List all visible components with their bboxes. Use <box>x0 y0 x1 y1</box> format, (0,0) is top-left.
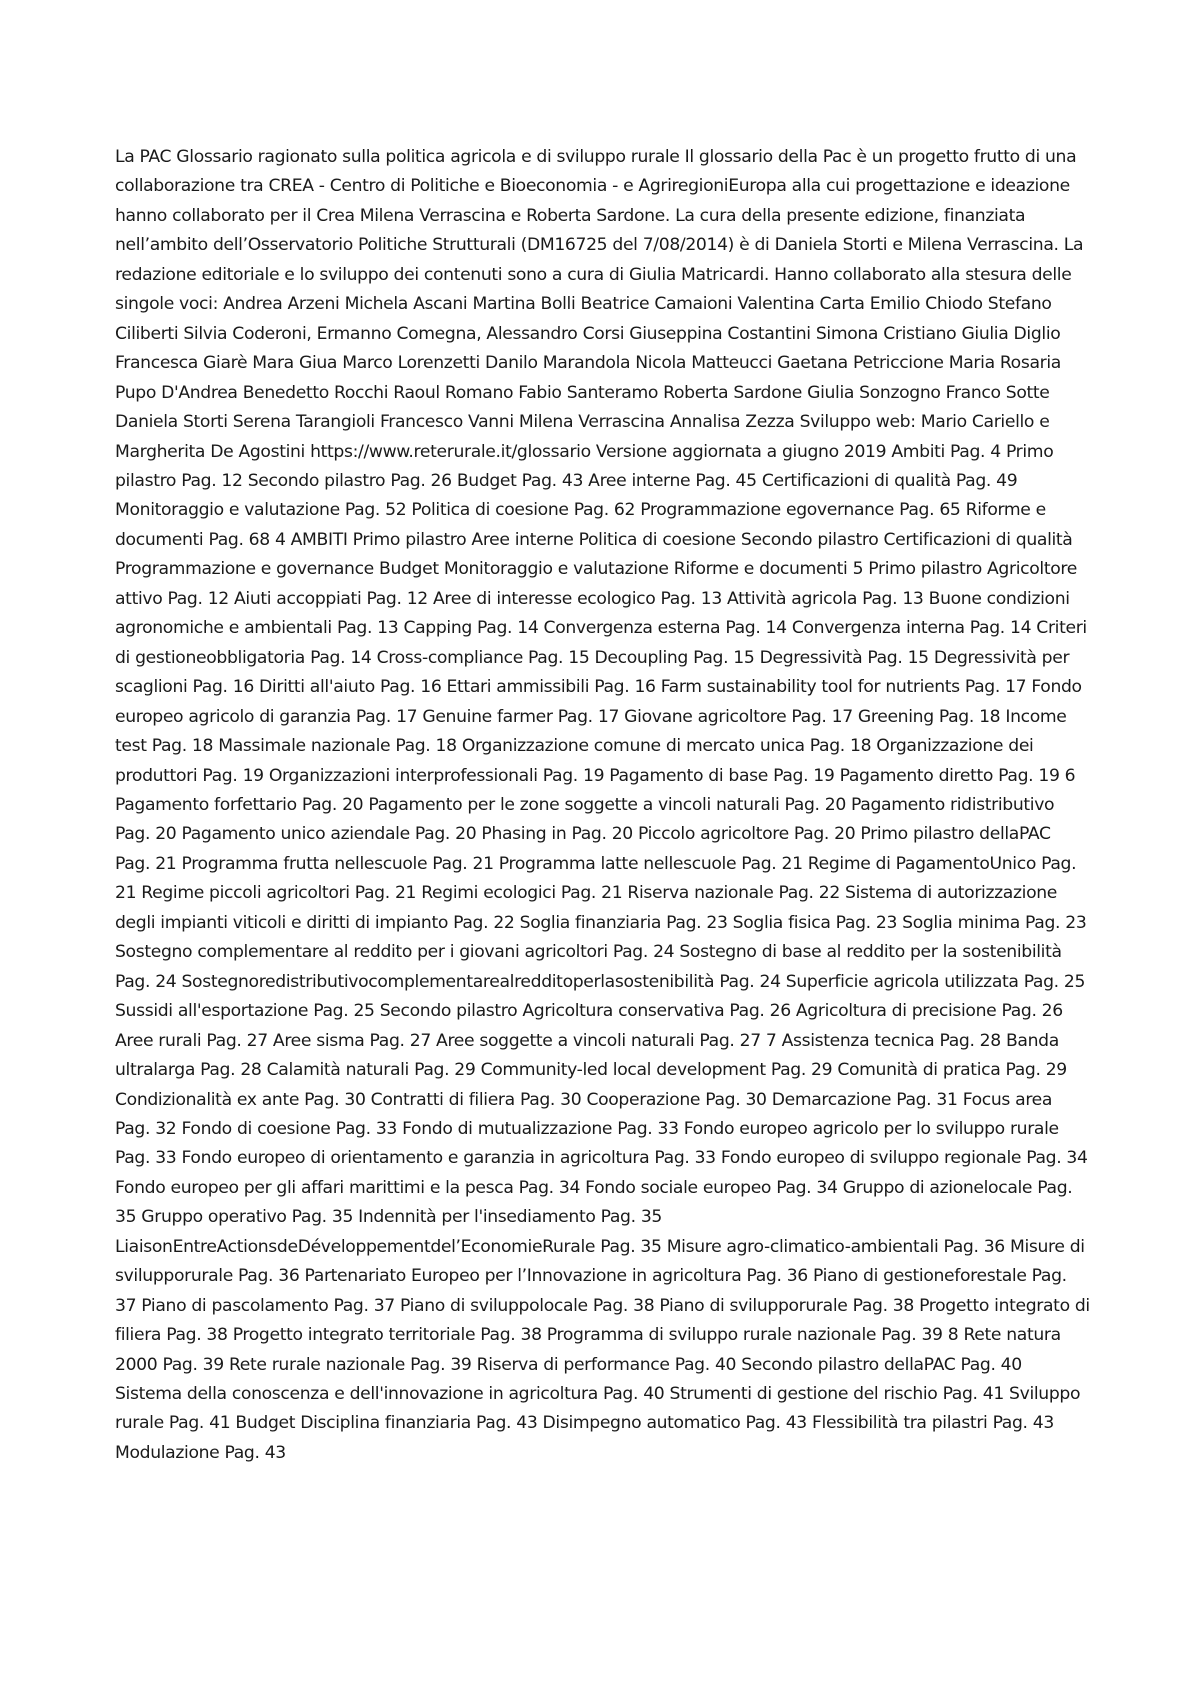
body-paragraph: La PAC Glossario ragionato sulla politica agricola e di sviluppo rurale Il glossario della Pac è un progetto frutto di una collaborazione tra CREA - Centro di Politiche e Bioeconomia - e AgriregioniEuropa alla cui progettazione e ideazione hanno collaborato per il Crea Milena Verrascina e Roberta Sardone. La cura della presente edizione, finanziata nell’ambito dell’Osservatorio Politiche Strutturali (DM16725 del 7/08/2014) è di Daniela Storti e Milena Verrascina. La redazione editoriale e lo sviluppo dei contenuti sono a cura di Giulia Matricardi. Hanno collaborato alla stesura delle singole voci: Andrea Arzeni Michela Ascani Martina Bolli Beatrice Camaioni Valentina Carta Emilio Chiodo Stefano Ciliberti Silvia Coderoni, Ermanno Comegna, Alessandro Corsi Giuseppina Costantini Simona Cristiano Giulia Diglio Francesca Giarè Mara Giua Marco Lorenzetti Danilo Marandola Nicola Matteucci Gaetana Petriccione Maria Rosaria Pupo D'Andrea Benedetto Rocchi Raoul Romano Fabio Santeramo Roberta Sardone Giulia Sonzogno Franco Sotte Daniela Storti Serena Tarangioli Francesco Vanni Milena Verrascina Annalisa Zezza Sviluppo web: Mario Cariello e Margherita De Agostini https://www.reterurale.it/glossario Versione aggiornata a giugno 2019 Ambiti Pag. 4 Primo pilastro Pag. 12 Secondo pilastro Pag. 26 Budget Pag. 43 Aree interne Pag. 45 Certificazioni di qualità Pag. 49 Monitoraggio e valutazione Pag. 52 Politica di coesione Pag. 62 Programmazione egovernance Pag. 65 Riforme e documenti Pag. 68 4 AMBITI Primo pilastro Aree interne Politica di coesione Secondo pilastro Certificazioni di qualità Programmazione e governance Budget Monitoraggio e valutazione Riforme e documenti 5 Primo pilastro Agricoltore attivo Pag. 12 Aiuti accoppiati Pag. 12 Aree di interesse ecologico Pag. 13 Attività agricola Pag. 13 Buone condizioni agronomiche e ambientali Pag. 13 Capping Pag. 14 Convergenza esterna Pag. 14 Convergenza interna Pag. 14 Criteri di gestioneobbligatoria Pag. 14 Cross-compliance Pag. 15 Decoupling Pag. 15 Degressività Pag. 15 Degressività per scaglioni Pag. 16 Diritti all'aiuto Pag. 16 Ettari ammissibili Pag. 16 Farm sustainability tool for nutrients Pag. 17 Fondo europeo agricolo di garanzia Pag. 17 Genuine farmer Pag. 17 Giovane agricoltore Pag. 17 Greening Pag. 18 Income test Pag. 18 Massimale nazionale Pag. 18 Organizzazione comune di mercato unica Pag. 18 Organizzazione dei produttori Pag. 19 Organizzazioni interprofessionali Pag. 19 Pagamento di base Pag. 19 Pagamento diretto Pag. 19 6 Pagamento forfettario Pag. 20 Pagamento per le zone soggette a vincoli naturali Pag. 20 Pagamento ridistributivo Pag. 20 Pagamento unico aziendale Pag. 20 Phasing in Pag. 20 Piccolo agricoltore Pag. 20 Primo pilastro dellaPAC Pag. 21 Programma frutta nellescuole Pag. 21 Programma latte nellescuole Pag. 21 Regime di PagamentoUnico Pag. 21 Regime piccoli agricoltori Pag. 21 Regimi ecologici Pag. 21 Riserva nazionale Pag. 22 Sistema di autorizzazione degli impianti viticoli e diritti di impianto Pag. 22 Soglia finanziaria Pag. 23 Soglia fisica Pag. 23 Soglia minima Pag. 23 Sostegno complementare al reddito per i giovani agricoltori Pag. 24 Sostegno di base al reddito per la sostenibilità Pag. 24 Sostegnoredistributivocomplementarealredditoperlasostenibilità Pag. 24 Superficie agricola utilizzata Pag. 25 Sussidi all'esportazione Pag. 25 Secondo pilastro Agricoltura conservativa Pag. 26 Agricoltura di precisione Pag. 26 Aree rurali Pag. 27 Aree sisma Pag. 27 Aree soggette a vincoli naturali Pag. 27 7 Assistenza tecnica Pag. 28 Banda ultralarga Pag. 28 Calamità naturali Pag. 29 Community-led local development Pag. 29 Comunità di pratica Pag. 29 Condizionalità ex ante Pag. 30 Contratti di filiera Pag. 30 Cooperazione Pag. 30 Demarcazione Pag. 31 Focus area Pag. 32 Fondo di coesione Pag. 33 Fondo di mutualizzazione Pag. 33 Fondo europeo agricolo per lo sviluppo rurale Pag. 33 Fondo europeo di orientamento e garanzia in agricoltura Pag. 33 Fondo europeo di sviluppo regionale Pag. 34 Fondo europeo per gli affari marittimi e la pesca Pag. 34 Fondo sociale europeo Pag. 34 Gruppo di azionelocale Pag. 35 Gruppo operativo Pag. 35 Indennità per l'insediamento Pag. 35 LiaisonEntreActionsdeDéveloppementdel’EconomieRurale Pag. 35 Misure agro-climatico-ambientali Pag. 36 Misure di svilupporurale Pag. 36 Partenariato Europeo per l’Innovazione in agricoltura Pag. 36 Piano di gestioneforestale Pag. 37 Piano di pascolamento Pag. 37 Piano di sviluppolocale Pag. 38 Piano di svilupporurale Pag. 38 Progetto integrato di filiera Pag. 38 Progetto integrato territoriale Pag. 38 Programma di sviluppo rurale nazionale Pag. 39 8 Rete natura 2000 Pag. 39 Rete rurale nazionale Pag. 39 Riserva di performance Pag. 40 Secondo pilastro dellaPAC Pag. 40 Sistema della conoscenza e dell'innovazione in agricoltura Pag. 40 Strumenti di gestione del rischio Pag. 41 Sviluppo rurale Pag. 41 Budget Disciplina finanziaria Pag. 43 Disimpegno automatico Pag. 43 Flessibilità tra pilastri Pag. 43 Modulazione Pag. 43 <box>115 147 1090 1463</box>
